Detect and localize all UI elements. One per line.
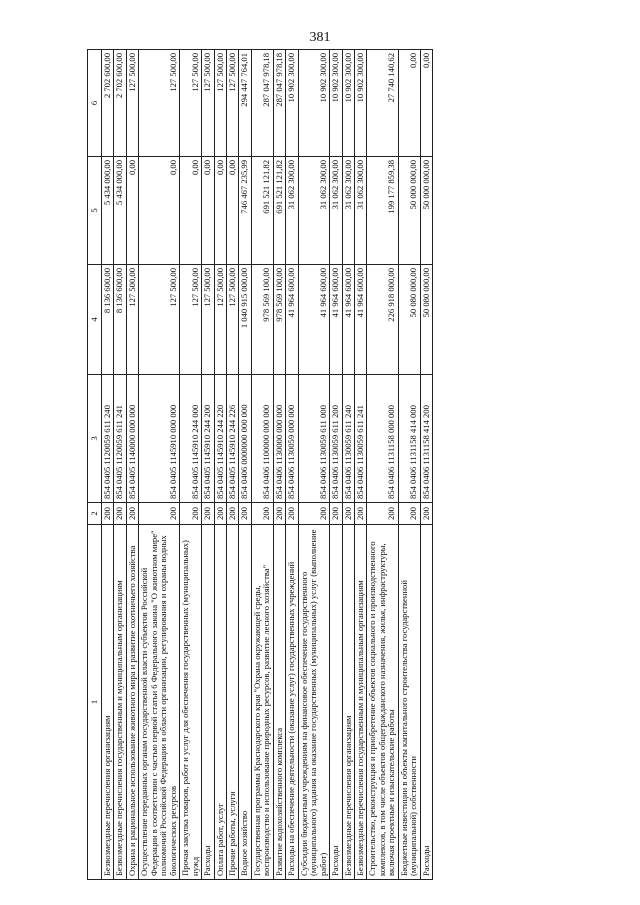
table-row (354, 50, 366, 880)
row-amount-cell: 287 047 978,18 (273, 50, 285, 157)
row-amount-cell: 31 062 300,00 (330, 157, 342, 265)
row-amount-cell: 50 000 000,00 (420, 157, 432, 265)
column-header: 2 (88, 503, 102, 525)
row-amount-cell: 746 467 235,99 (239, 157, 251, 265)
table-row (214, 50, 226, 880)
table-row (330, 50, 342, 880)
row-amount-cell: 10 902 300,00 (342, 50, 354, 157)
row-code-cell: 854 0405 1145910 244 000 (180, 375, 202, 503)
row-name-cell: Безвозмездные перечисления организациям (342, 525, 354, 880)
row-admin-cell: 200 (342, 503, 354, 525)
row-amount-cell: 5 434 000,00 (102, 157, 114, 265)
row-amount-cell: 199 177 859,38 (367, 157, 398, 265)
row-admin-cell: 200 (214, 503, 226, 525)
row-name-cell: Охрана и рациональное использование животного мира и развитие охотничьего хозяйства (126, 525, 138, 880)
row-name-cell: Расходы (202, 525, 214, 880)
row-name-cell: Развитие водохозяйственного комплекса (273, 525, 285, 880)
row-code-cell: 854 0406 1131158 414 200 (420, 375, 432, 503)
table-row (126, 50, 138, 880)
table-row (298, 50, 329, 880)
row-name-cell: Безвозмездные перечисления организациям (102, 525, 114, 880)
row-amount-cell: 127 500,00 (139, 50, 180, 157)
table-row (102, 50, 114, 880)
row-amount-cell: 50 080 000,00 (398, 265, 420, 375)
budget-table (87, 49, 433, 880)
row-admin-cell: 200 (226, 503, 238, 525)
row-name-cell: Безвозмездные перечисления государственным и муниципальным организациям (114, 525, 126, 880)
row-name-cell: Водное хозяйство (239, 525, 251, 880)
row-admin-cell: 200 (251, 503, 273, 525)
row-code-cell: 854 0406 0000000 000 000 (239, 375, 251, 503)
table-row (139, 50, 180, 880)
row-code-cell: 854 0406 1130000 000 000 (273, 375, 285, 503)
row-amount-cell: 691 521 121,82 (273, 157, 285, 265)
row-name-cell: Безвозмездные перечисления государственным и муниципальным организациям (354, 525, 366, 880)
row-name-cell: Расходы (330, 525, 342, 880)
column-header: 6 (88, 50, 102, 157)
column-header-row (88, 50, 102, 880)
row-amount-cell: 41 964 600,00 (342, 265, 354, 375)
row-amount-cell: 0,00 (180, 157, 202, 265)
row-name-cell: Осуществление переданных органам государственной власти субъектов Российской Федерации в соответствии с частью первой статьи 6 Федерального закона "О животном мире" полномочий Российской Федерации в области организации, регулирования и охраны водных биологических ресурсов (139, 525, 180, 880)
row-admin-cell: 200 (102, 503, 114, 525)
row-amount-cell: 0,00 (202, 157, 214, 265)
row-amount-cell: 10 902 300,00 (298, 50, 329, 157)
row-admin-cell: 200 (126, 503, 138, 525)
row-admin-cell: 200 (239, 503, 251, 525)
row-amount-cell: 127 500,00 (126, 265, 138, 375)
row-code-cell: 854 0405 1140000 000 000 (126, 375, 138, 503)
row-amount-cell: 0,00 (398, 50, 420, 157)
column-header: 3 (88, 375, 102, 503)
row-admin-cell: 200 (139, 503, 180, 525)
row-admin-cell: 200 (398, 503, 420, 525)
table-row (180, 50, 202, 880)
row-amount-cell: 127 500,00 (214, 50, 226, 157)
row-admin-cell: 200 (273, 503, 285, 525)
row-name-cell: Субсидии бюджетным учреждениям на финансовое обеспечение государственного (муниципального) задания на оказание государственных (муниципальных) услуг (выполнение работ) (298, 525, 329, 880)
row-name-cell: Расходы на обеспечение деятельности (оказание услуг) государственных учреждений (286, 525, 298, 880)
table-row (226, 50, 238, 880)
row-name-cell: Строительство, реконструкция и приобретение объектов социального и производственного комплексов, в том числе объектов общегражданского назначения, жилья, инфраструктуры, включая проектные и изыскательские работы (367, 525, 398, 880)
row-amount-cell: 127 500,00 (202, 50, 214, 157)
row-code-cell: 854 0406 1131158 414 000 (398, 375, 420, 503)
row-amount-cell: 41 964 600,00 (354, 265, 366, 375)
row-amount-cell: 127 500,00 (214, 265, 226, 375)
row-admin-cell: 200 (354, 503, 366, 525)
row-amount-cell: 0,00 (226, 157, 238, 265)
column-header: 1 (88, 525, 102, 880)
row-amount-cell: 978 569 100,00 (251, 265, 273, 375)
row-amount-cell: 8 136 600,00 (114, 265, 126, 375)
row-amount-cell: 127 500,00 (180, 265, 202, 375)
row-amount-cell: 127 500,00 (226, 50, 238, 157)
row-amount-cell: 31 062 300,00 (354, 157, 366, 265)
row-code-cell: 854 0405 1120059 611 241 (114, 375, 126, 503)
row-amount-cell: 50 080 000,00 (420, 265, 432, 375)
row-code-cell: 854 0406 1100000 000 000 (251, 375, 273, 503)
row-admin-cell: 200 (114, 503, 126, 525)
row-code-cell: 854 0405 1145910 244 226 (226, 375, 238, 503)
row-amount-cell: 31 062 300,00 (286, 157, 298, 265)
row-amount-cell: 0,00 (139, 157, 180, 265)
row-amount-cell: 0,00 (420, 50, 432, 157)
row-code-cell: 854 0405 1120059 611 240 (102, 375, 114, 503)
row-code-cell: 854 0406 1131158 000 000 (367, 375, 398, 503)
row-amount-cell: 294 447 764,01 (239, 50, 251, 157)
row-amount-cell: 10 902 300,00 (286, 50, 298, 157)
table-row (286, 50, 298, 880)
row-admin-cell: 200 (367, 503, 398, 525)
row-amount-cell: 2 702 600,00 (114, 50, 126, 157)
column-header: 4 (88, 265, 102, 375)
row-code-cell: 854 0406 1130059 611 240 (342, 375, 354, 503)
row-admin-cell: 200 (202, 503, 214, 525)
row-amount-cell: 27 740 140,62 (367, 50, 398, 157)
row-amount-cell: 41 964 600,00 (330, 265, 342, 375)
column-header: 5 (88, 157, 102, 265)
row-code-cell: 854 0405 1145910 244 200 (202, 375, 214, 503)
row-code-cell: 854 0406 1130059 611 200 (330, 375, 342, 503)
row-name-cell: Бюджетные инвестиции в объекты капитального строительства государственной (муниципальной) собственности (398, 525, 420, 880)
row-name-cell: Расходы (420, 525, 432, 880)
table-row (273, 50, 285, 880)
page-number: 381 (309, 30, 331, 45)
table-row (367, 50, 398, 880)
row-amount-cell: 691 521 121,82 (251, 157, 273, 265)
row-amount-cell: 287 047 978,18 (251, 50, 273, 157)
row-amount-cell: 8 136 600,00 (102, 265, 114, 375)
row-amount-cell: 127 500,00 (226, 265, 238, 375)
row-admin-cell: 200 (298, 503, 329, 525)
row-code-cell: 854 0406 1130059 000 000 (286, 375, 298, 503)
row-admin-cell: 200 (180, 503, 202, 525)
table-row (239, 50, 251, 880)
row-amount-cell: 0,00 (214, 157, 226, 265)
table-row (251, 50, 273, 880)
row-amount-cell: 127 500,00 (139, 265, 180, 375)
row-amount-cell: 31 062 300,00 (298, 157, 329, 265)
row-amount-cell: 2 702 600,00 (102, 50, 114, 157)
row-name-cell: Прочая закупка товаров, работ и услуг для обеспечения государственных (муниципальных) нужд (180, 525, 202, 880)
row-admin-cell: 200 (330, 503, 342, 525)
row-amount-cell: 226 918 000,00 (367, 265, 398, 375)
row-name-cell: Государственная программа Краснодарского края "Охрана окружающей среды, воспроизводство и использование природных ресурсов, развитие лесного хозяйства" (251, 525, 273, 880)
table-row (114, 50, 126, 880)
row-amount-cell: 10 902 300,00 (330, 50, 342, 157)
row-amount-cell: 31 062 300,00 (342, 157, 354, 265)
row-code-cell: 854 0406 1130059 611 000 (298, 375, 329, 503)
row-amount-cell: 50 000 000,00 (398, 157, 420, 265)
table-row (420, 50, 432, 880)
rotated-table-container (87, 50, 527, 880)
row-amount-cell: 1 040 915 000,00 (239, 265, 251, 375)
row-admin-cell: 200 (286, 503, 298, 525)
row-code-cell: 854 0405 1145910 000 000 (139, 375, 180, 503)
row-amount-cell: 41 964 600,00 (286, 265, 298, 375)
row-amount-cell: 127 500,00 (202, 265, 214, 375)
table-row (342, 50, 354, 880)
row-amount-cell: 10 902 300,00 (354, 50, 366, 157)
row-name-cell: Оплата работ, услуг (214, 525, 226, 880)
row-amount-cell: 5 434 000,00 (114, 157, 126, 265)
row-amount-cell: 41 964 600,00 (298, 265, 329, 375)
table-row (202, 50, 214, 880)
row-code-cell: 854 0406 1130059 611 241 (354, 375, 366, 503)
row-amount-cell: 978 569 100,00 (273, 265, 285, 375)
row-amount-cell: 127 500,00 (126, 50, 138, 157)
row-admin-cell: 200 (420, 503, 432, 525)
row-code-cell: 854 0405 1145910 244 220 (214, 375, 226, 503)
row-amount-cell: 0,00 (126, 157, 138, 265)
row-amount-cell: 127 500,00 (180, 50, 202, 157)
table-row (398, 50, 420, 880)
row-name-cell: Прочие работы, услуги (226, 525, 238, 880)
